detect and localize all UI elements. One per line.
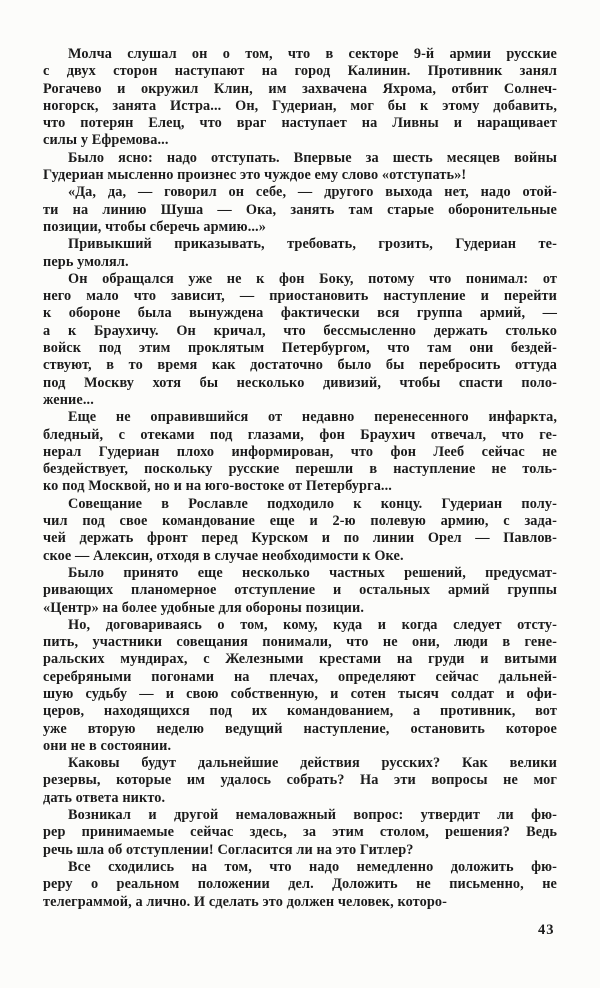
text-line: Еще не оправившийся от недавно перенесенного инфаркта, bbox=[68, 409, 557, 426]
text-line: уже вторую неделю ведущий наступление, остановить которое bbox=[43, 720, 557, 737]
paragraph bbox=[43, 150, 557, 185]
text-line: Каковы будут дальнейшие действия русских? Как велики bbox=[68, 755, 557, 772]
text-line: Гудериан мысленно произнес это чуждое ему слово «отступать»! bbox=[43, 167, 467, 184]
text-line: ральских мундирах, с Железными крестами на груди и витыми bbox=[43, 651, 557, 668]
paragraph bbox=[43, 236, 557, 271]
paragraph bbox=[43, 409, 557, 495]
paragraph bbox=[43, 755, 557, 807]
paragraph bbox=[43, 859, 557, 911]
text-line: ское — Алексин, отходя в случае необходимости к Оке. bbox=[43, 547, 404, 564]
text-line: пить, участники совещания понимали, что не они, люди в гене- bbox=[43, 634, 557, 651]
text-line: речь шла об отступлении! Согласится ли на это Гитлер? bbox=[43, 841, 414, 858]
text-line: шую судьбу — и свою собственную, и сотен тысяч солдат и офи- bbox=[43, 685, 557, 702]
text-line: реру о реальном положении дел. Доложить не письменно, не bbox=[43, 876, 557, 893]
text-line: бездействует, поскольку русские перешли в наступление не толь- bbox=[43, 461, 557, 478]
text-line: церов, находящихся под их командованием, а противник, вот bbox=[43, 703, 557, 720]
text-line: «Да, да, — говорил он себе, — другого выхода нет, надо отой- bbox=[68, 184, 557, 201]
text-line: Рогачево и окружил Клин, им захвачена Яхрома, отбит Солнеч- bbox=[43, 80, 557, 97]
text-line: с двух сторон наступают на город Калинин. Противник занял bbox=[43, 63, 557, 80]
text-line: позиции, чтобы сберечь армию...» bbox=[43, 218, 266, 235]
text-line: а к Браухичу. Он кричал, что бессмысленно держать столько bbox=[43, 322, 557, 339]
paragraph bbox=[43, 565, 557, 617]
text-line: Он обращался уже не к фон Боку, потому что понимал: от bbox=[68, 270, 557, 287]
text-line: Было принято еще несколько частных решений, предусмат- bbox=[68, 564, 557, 581]
paragraph bbox=[43, 271, 557, 409]
text-line: жение... bbox=[43, 391, 94, 408]
text-line: бледный, с отеками под глазами, фон Браухич отвечал, что ге- bbox=[43, 426, 557, 443]
text-line: чил под свое командование еще и 2-ю полевую армию, с зада- bbox=[43, 513, 557, 530]
text-line: рер принимаемые сейчас здесь, за этим столом, решения? Ведь bbox=[43, 824, 557, 841]
text-line: силы у Ефремова... bbox=[43, 132, 169, 149]
text-line: Было ясно: надо отступать. Впервые за шесть месяцев войны bbox=[68, 149, 557, 166]
text-line: Совещание в Рославле подходило к концу. Гудериан полу- bbox=[68, 495, 557, 512]
text-line: они не в состоянии. bbox=[43, 737, 172, 754]
paragraph bbox=[43, 617, 557, 755]
text-line: ти на линию Шуша — Ока, занять там старые оборонительные bbox=[43, 201, 557, 218]
text-line: перь умолял. bbox=[43, 253, 129, 270]
text-line: нерал Гудериан плохо информирован, что фон Лееб сейчас не bbox=[43, 443, 557, 460]
text-line: ривающих планомерное отступление и остальных армий группы bbox=[43, 582, 557, 599]
page-number: 43 bbox=[538, 922, 555, 938]
text-line: Но, договариваясь о том, кому, куда и когда следует отсту- bbox=[68, 616, 557, 633]
text-line: телеграммой, а лично. И сделать это должен человек, которо- bbox=[43, 893, 448, 910]
text-line: резервы, которые им удалось собрать? На эти вопросы не мог bbox=[43, 772, 557, 789]
paragraph bbox=[43, 807, 557, 859]
paragraph bbox=[43, 496, 557, 565]
text-line: что потерян Елец, что враг наступает на Ливны и наращивает bbox=[43, 115, 557, 132]
text-line: дать ответа никто. bbox=[43, 789, 166, 806]
text-line: к обороне была вынуждена фактически вся группа армий, — bbox=[43, 305, 557, 322]
text-line: него мало что зависит, — приостановить наступление и перейти bbox=[43, 288, 557, 305]
text-line: ногорск, занята Истра... Он, Гудериан, мог бы к этому добавить, bbox=[43, 97, 557, 114]
text-line: Все сходились на том, что надо немедленно доложить фю- bbox=[68, 858, 557, 875]
text-line: «Центр» на более удобные для обороны позиции. bbox=[43, 599, 365, 616]
text-line: войск под этим проклятым Петербургом, что там они бездей- bbox=[43, 340, 557, 357]
paragraph bbox=[43, 184, 557, 236]
text-block bbox=[43, 46, 557, 911]
text-line: серебряными погонами на плечах, определяют сейчас дальней- bbox=[43, 668, 557, 685]
text-line: чей держать фронт перед Курском и по линии Орел — Павлов- bbox=[43, 530, 557, 547]
text-line: под Москву хотя бы несколько дивизий, чтобы спасти поло- bbox=[43, 374, 557, 391]
text-line: Привыкший приказывать, требовать, грозить, Гудериан те- bbox=[68, 236, 557, 253]
text-line: ко под Москвой, но и на юго-востоке от Петербурга... bbox=[43, 478, 392, 495]
text-line: Молча слушал он о том, что в секторе 9-й армии русские bbox=[68, 46, 557, 62]
paragraph bbox=[43, 46, 557, 150]
text-line: ствуют, в то время как достаточно было бы перебросить оттуда bbox=[43, 357, 557, 374]
text-line: Возникал и другой немаловажный вопрос: утвердит ли фю- bbox=[68, 807, 557, 824]
